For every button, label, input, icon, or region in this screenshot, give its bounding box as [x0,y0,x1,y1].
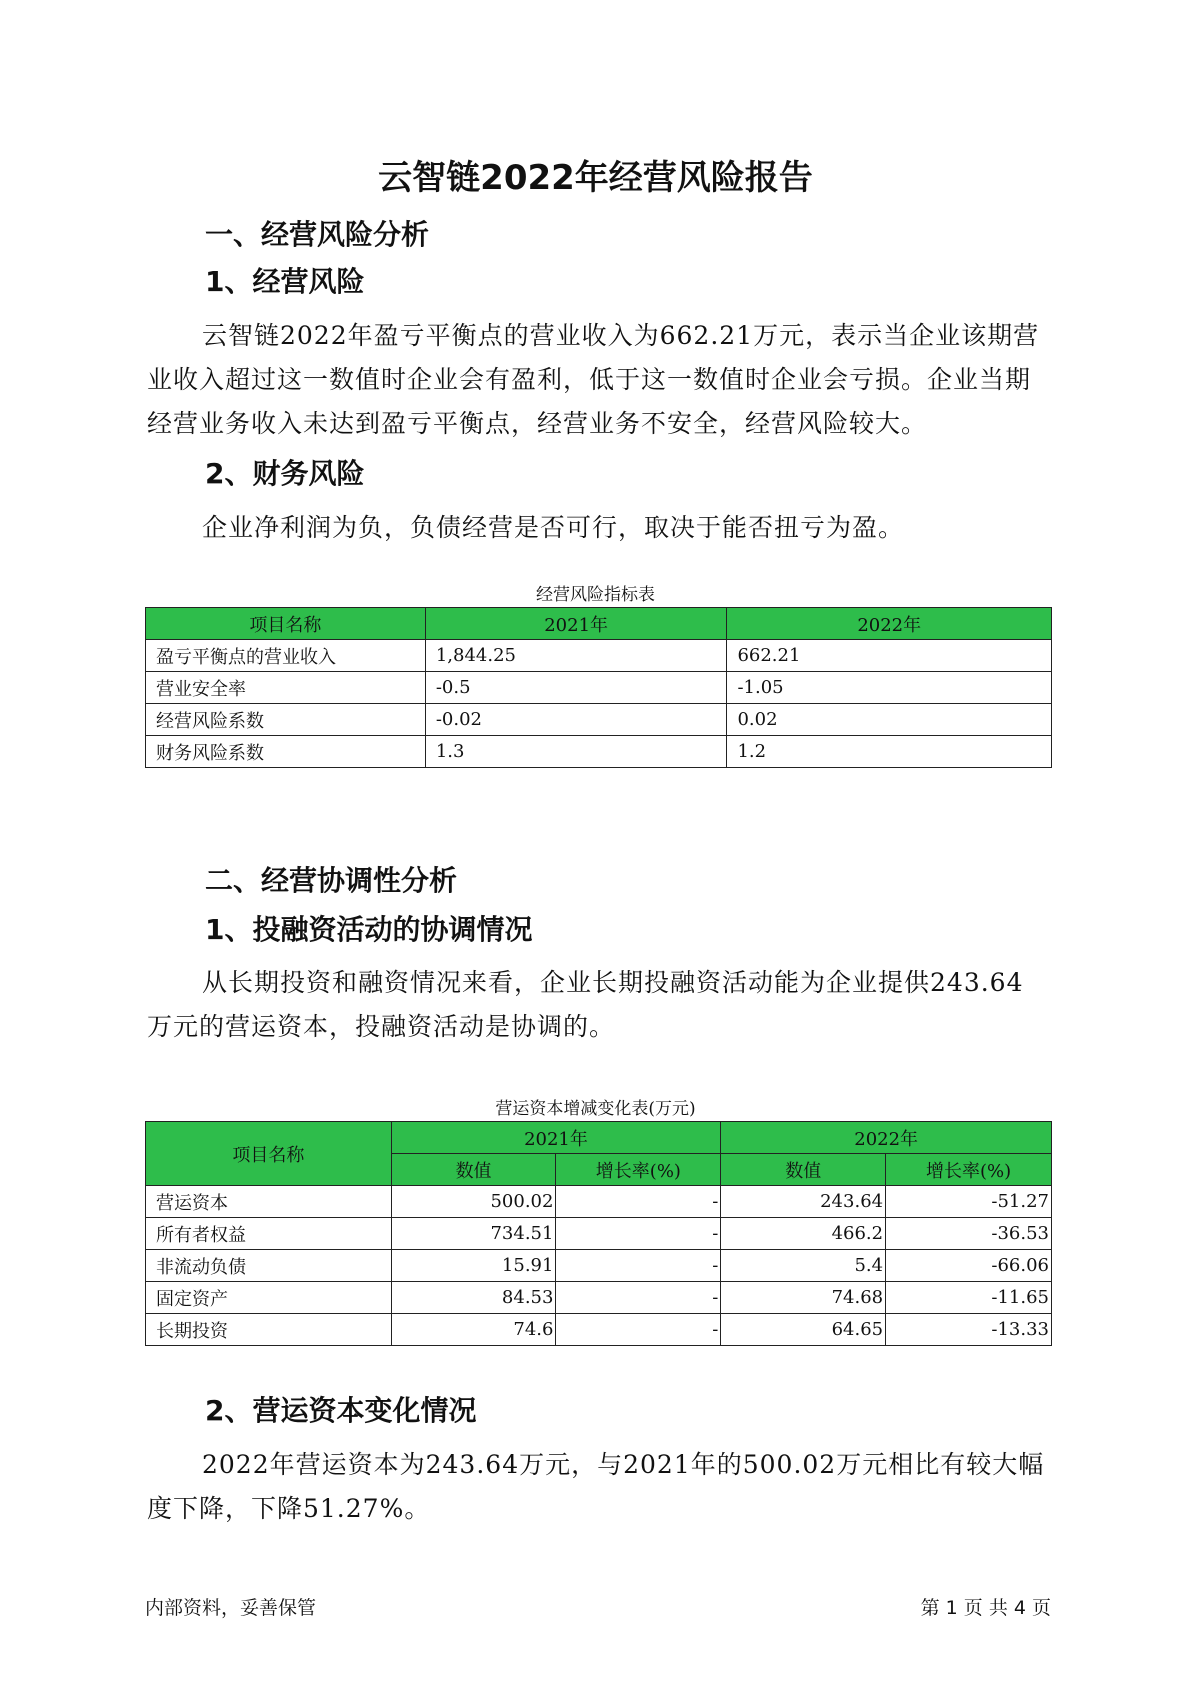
column-header: 数值 [391,1154,556,1186]
section-2-2-paragraph: 2022年营运资本为243.64万元，与2021年的500.02万元相比有较大幅度下降，下降51.27%。 [147,1450,1045,1523]
table-cell: 243.64 [721,1186,886,1218]
table-cell: 5.4 [721,1250,886,1282]
table-cell: 64.65 [721,1314,886,1346]
section-2-1-paragraph: 从长期投资和融资情况来看，企业长期投融资活动能为企业提供243.64万元的营运资本，投融资活动是协调的。 [147,968,1024,1041]
table-cell: 营运资本 [146,1186,392,1218]
column-header: 项目名称 [146,1122,392,1186]
table-cell: 财务风险系数 [146,736,426,768]
table-cell: -1.05 [727,672,1052,704]
table-cell: 500.02 [391,1186,556,1218]
table-cell: 15.91 [391,1250,556,1282]
table-cell: - [556,1250,721,1282]
table-cell: -0.5 [425,672,727,704]
table-header-row [146,608,1052,640]
table-row [146,1218,1052,1250]
column-header: 2021年 [425,608,727,640]
section-1-heading: 一、经营风险分析 [205,218,430,251]
table-row [146,1282,1052,1314]
table-row [146,640,1052,672]
report-title: 云智链2022年经营风险报告 [378,158,813,198]
table-cell: 0.02 [727,704,1052,736]
table-header-row [146,1122,1052,1154]
risk-indicator-table [145,607,1052,768]
table-cell: 固定资产 [146,1282,392,1314]
column-header: 2022年 [721,1122,1052,1154]
table-cell: -0.02 [425,704,727,736]
column-header: 增长率(%) [556,1154,721,1186]
section-2-1-heading: 1、投融资活动的协调情况 [205,913,533,946]
table-cell: 营业安全率 [146,672,426,704]
table-cell: 74.68 [721,1282,886,1314]
table-cell: -11.65 [886,1282,1052,1314]
table-cell: 经营风险系数 [146,704,426,736]
table-cell: 非流动负债 [146,1250,392,1282]
capital-table-caption: 营运资本增减变化表(万元) [495,1099,696,1119]
footer-confidential-note: 内部资料，妥善保管 [145,1597,317,1619]
table-row [146,1314,1052,1346]
column-header: 数值 [721,1154,886,1186]
table-cell: 1,844.25 [425,640,727,672]
section-1-2-paragraph: 企业净利润为负，负债经营是否可行，取决于能否扭亏为盈。 [202,513,905,542]
section-1-1-heading: 1、经营风险 [205,265,365,298]
table-cell: 盈亏平衡点的营业收入 [146,640,426,672]
table-row [146,672,1052,704]
table-cell: 466.2 [721,1218,886,1250]
table-cell: 所有者权益 [146,1218,392,1250]
working-capital-table [145,1121,1052,1346]
section-1-1-paragraph: 云智链2022年盈亏平衡点的营业收入为662.21万元，表示当企业该期营业收入超过这一数值时企业会有盈利，低于这一数值时企业会亏损。企业当期经营业务收入未达到盈亏平衡点，经营业务不安全，经营风险较大。 [147,321,1040,438]
table-row [146,736,1052,768]
table-cell: - [556,1314,721,1346]
column-header: 项目名称 [146,608,426,640]
table-cell: 734.51 [391,1218,556,1250]
section-1-2-heading: 2、财务风险 [205,457,365,490]
footer-page-number: 第 1 页 共 4 页 [920,1597,1051,1619]
table-cell: 长期投资 [146,1314,392,1346]
column-header: 2021年 [391,1122,721,1154]
column-header: 增长率(%) [886,1154,1052,1186]
table-cell: 84.53 [391,1282,556,1314]
column-header: 2022年 [727,608,1052,640]
table-cell: -13.33 [886,1314,1052,1346]
section-2-2-heading: 2、营运资本变化情况 [205,1394,477,1427]
table-cell: 1.2 [727,736,1052,768]
table-cell: -51.27 [886,1186,1052,1218]
risk-table-caption: 经营风险指标表 [536,585,655,605]
table-cell: - [556,1186,721,1218]
table-row [146,1250,1052,1282]
table-cell: -36.53 [886,1218,1052,1250]
table-cell: - [556,1282,721,1314]
table-row [146,704,1052,736]
table-cell: 1.3 [425,736,727,768]
section-2-heading: 二、经营协调性分析 [205,864,458,897]
table-cell: 74.6 [391,1314,556,1346]
table-row [146,1186,1052,1218]
table-cell: -66.06 [886,1250,1052,1282]
table-cell: - [556,1218,721,1250]
table-cell: 662.21 [727,640,1052,672]
